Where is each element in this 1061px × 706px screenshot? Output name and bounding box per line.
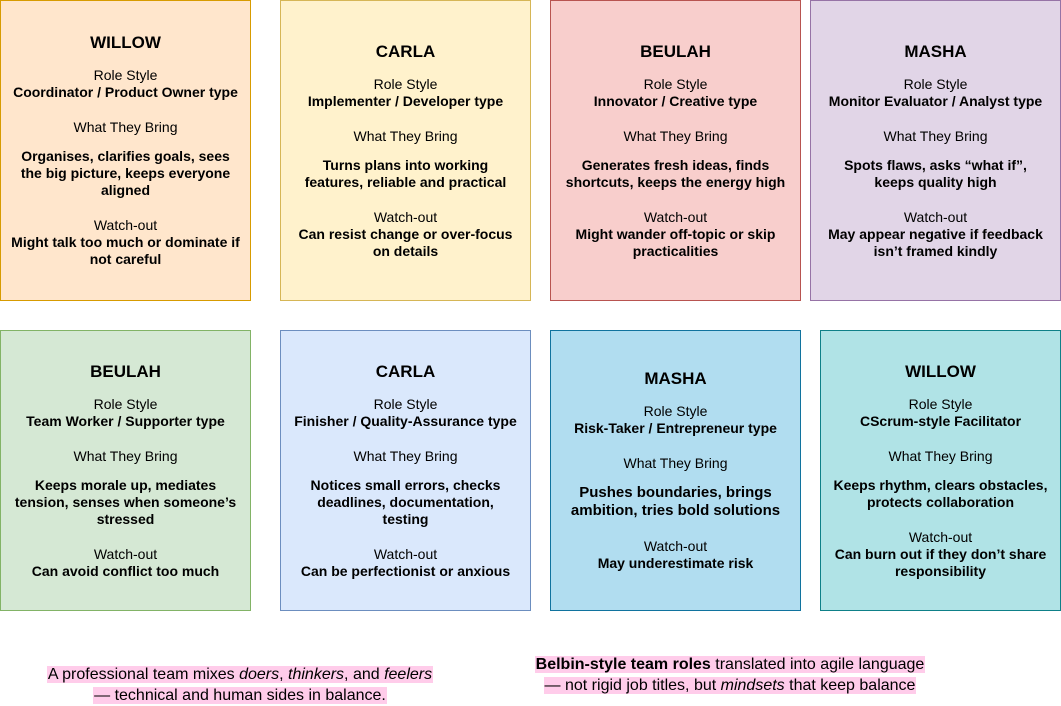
role-style-value: Finisher / Quality-Assurance type <box>294 412 517 429</box>
card-name: WILLOW <box>905 361 976 381</box>
watch-out-label: Watch-out <box>643 538 708 554</box>
role-card-beulah-teamworker <box>0 330 251 611</box>
role-style-label: Role Style <box>903 75 968 92</box>
role-card-willow-facilitator <box>820 330 1061 611</box>
card-name: WILLOW <box>90 33 161 52</box>
role-card-masha-risktaker <box>550 330 801 611</box>
what-they-bring-label: What They Bring <box>623 455 728 471</box>
role-style-label: Role Style <box>643 75 708 92</box>
card-name: MASHA <box>644 369 707 388</box>
caption-belbin <box>505 654 955 696</box>
what-they-bring-value: Spots flaws, asks “what if”, keeps quality high <box>844 156 1027 190</box>
caption-team-mix <box>20 664 460 706</box>
what-they-bring-label: What They Bring <box>73 447 178 464</box>
caption-sep-2: , and <box>344 666 385 683</box>
role-card-carla-finisher <box>280 330 531 611</box>
caption-doers: doers <box>239 666 280 683</box>
caption-thinkers: thinkers <box>288 666 345 683</box>
watch-out-value: Can resist change or over-focus on details <box>298 225 513 259</box>
card-name: CARLA <box>375 41 436 61</box>
what-they-bring-label: What They Bring <box>883 127 988 144</box>
role-style-value: Coordinator / Product Owner type <box>13 84 238 100</box>
caption-team-mix-part1: A professional team mixes <box>47 666 240 683</box>
role-style-value: Implementer / Developer type <box>307 92 504 109</box>
watch-out-label: Watch-out <box>93 217 158 233</box>
watch-out-label: Watch-out <box>903 208 968 225</box>
watch-out-value: May underestimate risk <box>597 555 754 571</box>
role-card-carla-implementer <box>280 0 531 301</box>
what-they-bring-value: Keeps morale up, mediates tension, senses when someone’s stressed <box>14 476 237 527</box>
caption-belbin-part1: translated into agile language <box>710 656 925 673</box>
role-style-label: Role Style <box>93 67 158 83</box>
watch-out-value: Might wander off-topic or skip practicalities <box>575 225 776 259</box>
role-style-label: Role Style <box>643 403 708 419</box>
caption-belbin-highlight <box>535 656 926 694</box>
caption-feelers: feelers <box>384 666 433 683</box>
caption-sep-1: , <box>279 666 289 683</box>
what-they-bring-label: What They Bring <box>888 447 993 464</box>
what-they-bring-label: What They Bring <box>73 119 178 135</box>
role-card-beulah-innovator <box>550 0 801 301</box>
role-style-value: Team Worker / Supporter type <box>26 412 225 429</box>
watch-out-value: Can avoid conflict too much <box>31 562 220 579</box>
role-style-value: Innovator / Creative type <box>593 92 758 109</box>
watch-out-label: Watch-out <box>373 208 438 225</box>
card-name: CARLA <box>375 361 436 381</box>
card-name: BEULAH <box>90 361 161 381</box>
what-they-bring-label: What They Bring <box>353 127 458 144</box>
role-card-masha-evaluator <box>810 0 1061 301</box>
caption-belbin-bold: Belbin-style team roles <box>535 656 711 673</box>
what-they-bring-value: Pushes boundaries, brings ambition, tries bold solutions <box>570 484 781 519</box>
role-style-label: Role Style <box>908 395 973 412</box>
card-name: BEULAH <box>640 41 711 61</box>
caption-belbin-line2b: that keep balance <box>784 677 916 694</box>
caption-belbin-line2a: — not rigid job titles, but <box>544 677 721 694</box>
role-style-value: Monitor Evaluator / Analyst type <box>828 92 1043 109</box>
watch-out-value: Can burn out if they don’t share responsibility <box>834 545 1047 579</box>
role-style-value: CScrum-style Facilitator <box>859 412 1022 429</box>
watch-out-label: Watch-out <box>908 528 973 545</box>
what-they-bring-label: What They Bring <box>353 447 458 464</box>
caption-team-mix-line2: — technical and human sides in balance. <box>94 687 386 704</box>
role-style-label: Role Style <box>93 395 158 412</box>
watch-out-value: Might talk too much or dominate if not careful <box>11 234 240 267</box>
watch-out-label: Watch-out <box>93 545 158 562</box>
what-they-bring-value: Turns plans into working features, reliable and practical <box>304 156 507 190</box>
role-style-label: Role Style <box>373 75 438 92</box>
role-style-value: Risk-Taker / Entrepreneur type <box>574 420 777 436</box>
watch-out-value: May appear negative if feedback isn’t framed kindly <box>828 225 1043 259</box>
what-they-bring-value: Generates fresh ideas, finds shortcuts, keeps the energy high <box>565 156 786 190</box>
what-they-bring-value: Organises, clarifies goals, sees the big picture, keeps everyone aligned <box>20 148 231 198</box>
what-they-bring-value: Notices small errors, checks deadlines, documentation, testing <box>310 476 501 527</box>
role-style-label: Role Style <box>373 395 438 412</box>
watch-out-label: Watch-out <box>643 208 708 225</box>
what-they-bring-value: Keeps rhythm, clears obstacles, protects collaboration <box>833 476 1048 510</box>
caption-team-mix-highlight <box>47 666 433 704</box>
watch-out-label: Watch-out <box>373 545 438 562</box>
what-they-bring-label: What They Bring <box>623 127 728 144</box>
card-name: MASHA <box>904 41 967 61</box>
caption-mindsets: mindsets <box>720 677 785 694</box>
role-card-willow-coordinator <box>0 0 251 301</box>
watch-out-value: Can be perfectionist or anxious <box>300 562 511 579</box>
